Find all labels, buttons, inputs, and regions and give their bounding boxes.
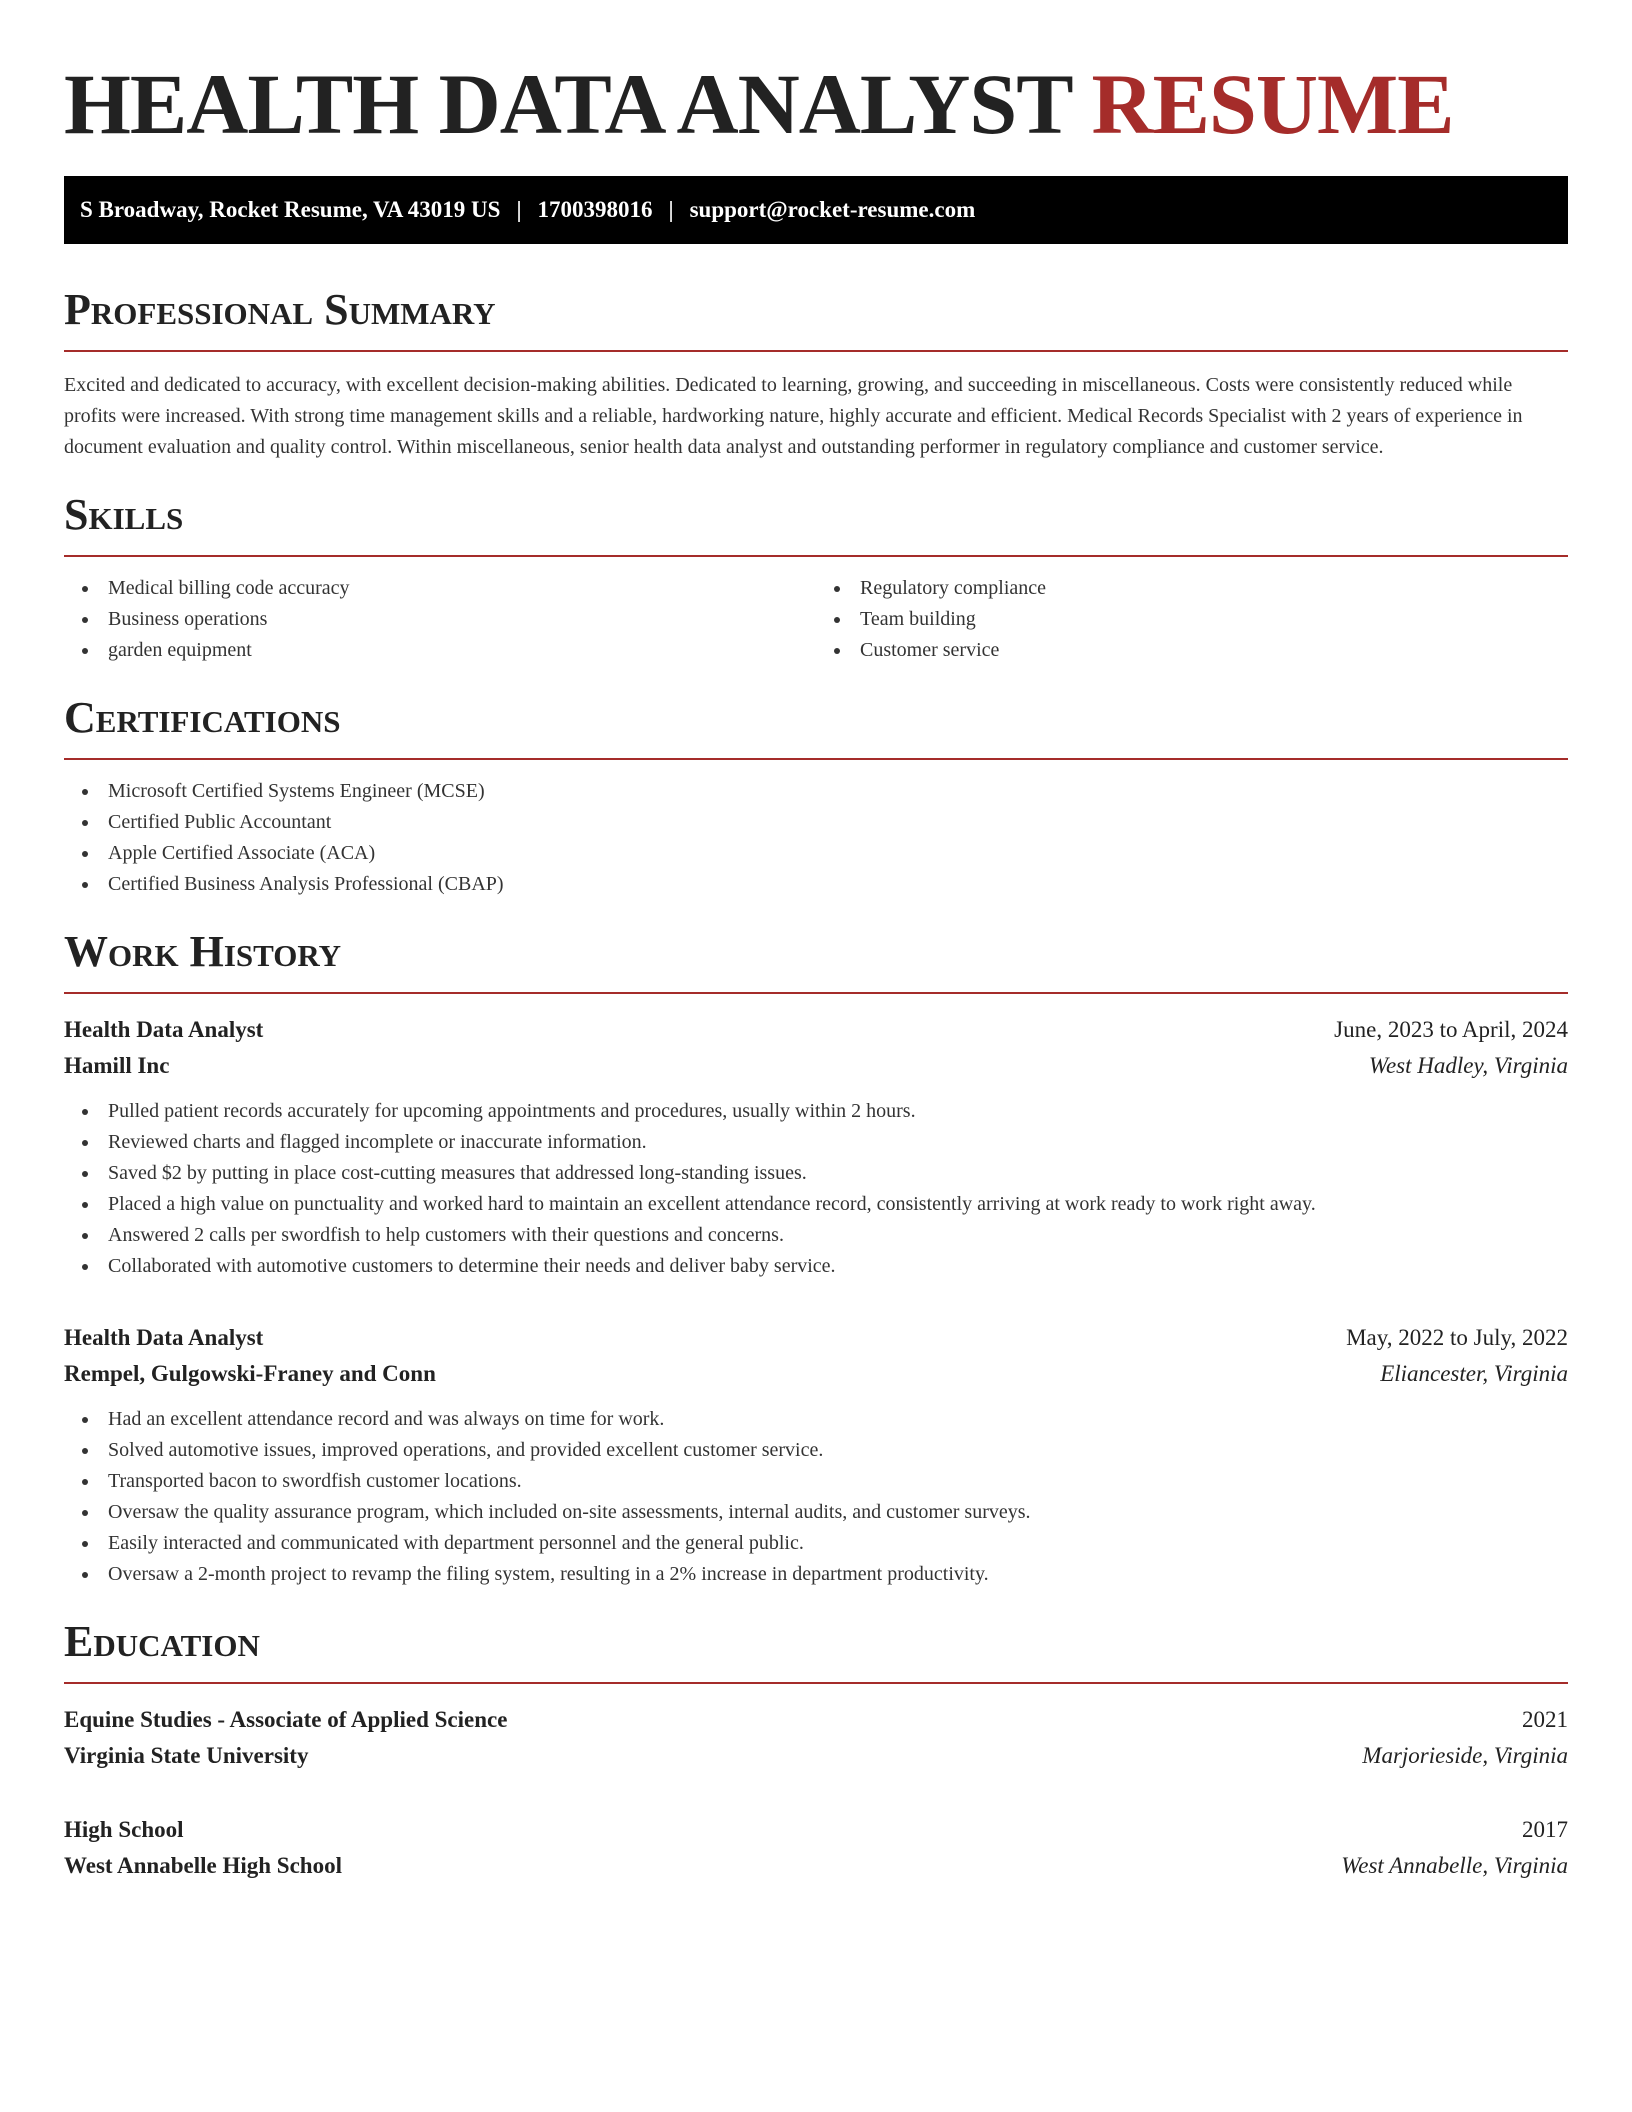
education-year: 2021: [1522, 1707, 1568, 1732]
contact-address: S Broadway, Rocket Resume, VA 43019 US: [80, 197, 501, 222]
certifications-heading: Certifications: [64, 692, 1568, 760]
contact-bar: [64, 176, 1568, 244]
job-company: Hamill Inc: [64, 1053, 170, 1078]
certification-item: Certified Public Accountant: [64, 807, 1568, 838]
skill-item: garden equipment: [64, 635, 816, 666]
job-bullet: Oversaw the quality assurance program, which included on-site assessments, internal audits, and customer surveys.: [64, 1497, 1568, 1528]
education-location: West Annabelle, Virginia: [1341, 1853, 1568, 1878]
job-bullet: Easily interacted and communicated with department personnel and the general public.: [64, 1528, 1568, 1559]
job-bullet: Reviewed charts and flagged incomplete or inaccurate information.: [64, 1127, 1568, 1158]
job-location: Eliancester, Virginia: [1380, 1361, 1568, 1386]
job-bullet: Pulled patient records accurately for upcoming appointments and procedures, usually within 2 hours.: [64, 1096, 1568, 1127]
education-degree: Equine Studies - Associate of Applied Science: [64, 1707, 508, 1732]
education-heading: Education: [64, 1616, 1568, 1684]
education-school: Virginia State University: [64, 1743, 309, 1768]
education-year: 2017: [1522, 1817, 1568, 1842]
skills-heading: Skills: [64, 489, 1568, 557]
job-bullet: Transported bacon to swordfish customer locations.: [64, 1466, 1568, 1497]
contact-phone: 1700398016: [537, 197, 653, 222]
contact-email: support@rocket-resume.com: [689, 197, 976, 222]
skills-list-right: [816, 573, 1568, 666]
skills-grid: [64, 573, 1568, 666]
skill-item: Regulatory compliance: [816, 573, 1568, 604]
skill-item: Customer service: [816, 635, 1568, 666]
title-main: HEALTH DATA ANALYST: [64, 56, 1072, 152]
skills-list-left: [64, 573, 816, 666]
job-title: Health Data Analyst: [64, 1325, 264, 1350]
certifications-list: [64, 776, 1568, 900]
education-location: Marjorieside, Virginia: [1362, 1743, 1568, 1768]
education-school: West Annabelle High School: [64, 1853, 342, 1878]
certification-item: Certified Business Analysis Professional (CBAP): [64, 869, 1568, 900]
certifications-section: [64, 692, 1568, 900]
skill-item: Team building: [816, 604, 1568, 635]
job-bullet: Oversaw a 2-month project to revamp the filing system, resulting in a 2% increase in department productivity.: [64, 1559, 1568, 1590]
job-title: Health Data Analyst: [64, 1017, 264, 1042]
job-company: Rempel, Gulgowski-Franey and Conn: [64, 1361, 436, 1386]
education-degree: High School: [64, 1817, 184, 1842]
job-bullet: Had an excellent attendance record and was always on time for work.: [64, 1404, 1568, 1435]
job-entry: [64, 1012, 1568, 1282]
summary-section: [64, 284, 1568, 463]
job-bullet: Collaborated with automotive customers to determine their needs and deliver baby service.: [64, 1251, 1568, 1282]
summary-text: Excited and dedicated to accuracy, with excellent decision-making abilities. Dedicated to learning, growing, and succeeding in miscellaneous. Costs were consistently reduced while profits were increased. With strong time management skills and a reliable, hardworking nature, highly accurate and efficient. Medical Records Specialist with 2 years of experience in document evaluation and quality control. Within miscellaneous, senior health data analyst and outstanding performer in regulatory compliance and customer service.: [64, 374, 1523, 458]
job-dates: May, 2022 to July, 2022: [1346, 1325, 1568, 1350]
skill-item: Medical billing code accuracy: [64, 573, 816, 604]
job-dates: June, 2023 to April, 2024: [1334, 1017, 1568, 1042]
education-entry: [64, 1812, 1568, 1884]
skill-item: Business operations: [64, 604, 816, 635]
job-bullet: Answered 2 calls per swordfish to help customers with their questions and concerns.: [64, 1220, 1568, 1251]
education-section: [64, 1616, 1568, 1884]
job-bullet: Saved $2 by putting in place cost-cutting measures that addressed long-standing issues.: [64, 1158, 1568, 1189]
skills-section: [64, 489, 1568, 666]
summary-heading: Professional Summary: [64, 284, 1568, 352]
job-bullet: Placed a high value on punctuality and worked hard to maintain an excellent attendance record, consistently arriving at work ready to work right away.: [64, 1189, 1568, 1220]
job-bullets: [64, 1096, 1568, 1282]
job-location: West Hadley, Virginia: [1368, 1053, 1568, 1078]
contact-separator: |: [516, 197, 522, 222]
education-entry: [64, 1702, 1568, 1774]
contact-separator: |: [668, 197, 674, 222]
certification-item: Microsoft Certified Systems Engineer (MCSE): [64, 776, 1568, 807]
work-history-heading: Work History: [64, 926, 1568, 994]
job-bullets: [64, 1404, 1568, 1590]
title-accent: RESUME: [1091, 56, 1454, 152]
work-history-section: [64, 926, 1568, 1590]
resume-title: [64, 0, 1568, 154]
job-bullet: Solved automotive issues, improved operations, and provided excellent customer service.: [64, 1435, 1568, 1466]
certification-item: Apple Certified Associate (ACA): [64, 838, 1568, 869]
job-entry: [64, 1320, 1568, 1590]
